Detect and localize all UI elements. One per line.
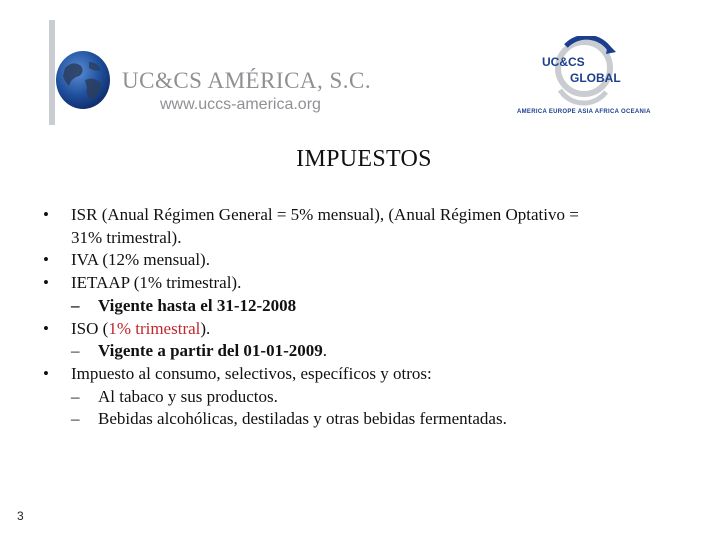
dash-icon: – <box>71 386 80 406</box>
brand-name: UC&CS AMÉRICA, S.C. <box>122 68 372 93</box>
sub-item-text: Bebidas alcohólicas, destiladas y otras bebidas fermentadas. <box>98 409 507 429</box>
sub-item-text: Vigente hasta el 31-12-2008 <box>98 295 297 315</box>
global-logo-line2: GLOBAL <box>570 71 621 85</box>
page-number: 3 <box>17 509 24 523</box>
brand-url: www.uccs-america.org <box>160 96 321 113</box>
highlight-text: 1% trimestral <box>108 318 201 338</box>
sub-list-item <box>40 295 700 318</box>
list-item-text: IVA (12% mensual). <box>71 250 210 270</box>
list-item <box>40 272 700 295</box>
sub-item-text: Vigente a partir del 01-01-2009 <box>98 341 323 361</box>
list-item-text-end: ). <box>200 318 211 338</box>
sub-list-item <box>40 386 700 409</box>
list-item-text-cont: 31% trimestral). <box>71 227 182 247</box>
bullet-icon: • <box>43 273 49 293</box>
dash-icon: – <box>71 341 80 361</box>
list-item-text: Impuesto al consumo, selectivos, específicos y otros: <box>71 363 432 383</box>
slide-title: IMPUESTOS <box>296 146 432 172</box>
uccs-global-logo-icon <box>514 36 654 120</box>
global-tagline: AMERICA EUROPE ASIA AFRICA OCEANIA <box>517 109 651 115</box>
list-item <box>40 204 700 249</box>
bullet-icon: • <box>43 250 49 270</box>
list-item <box>40 318 700 341</box>
sub-list-item <box>40 408 700 431</box>
sub-item-text: Al tabaco y sus productos. <box>98 386 278 406</box>
sub-list-item <box>40 340 700 363</box>
sub-item-suffix: . <box>322 341 327 361</box>
dash-icon: – <box>71 295 80 315</box>
list-item-text: IETAAP (1% trimestral). <box>71 273 242 293</box>
list-item-text: ISO ( <box>71 318 109 338</box>
globe-logo-icon <box>55 50 111 110</box>
list-item <box>40 249 700 272</box>
bullet-list <box>40 204 700 431</box>
bullet-icon: • <box>43 363 49 383</box>
list-item <box>40 363 700 386</box>
dash-icon: – <box>71 409 80 429</box>
global-logo-line1: UC&CS <box>542 55 585 69</box>
list-item-text: ISR (Anual Régimen General = 5% mensual), (Anual Régimen Optativo = <box>71 205 579 224</box>
bullet-icon: • <box>43 205 49 224</box>
bullet-icon: • <box>43 318 49 338</box>
